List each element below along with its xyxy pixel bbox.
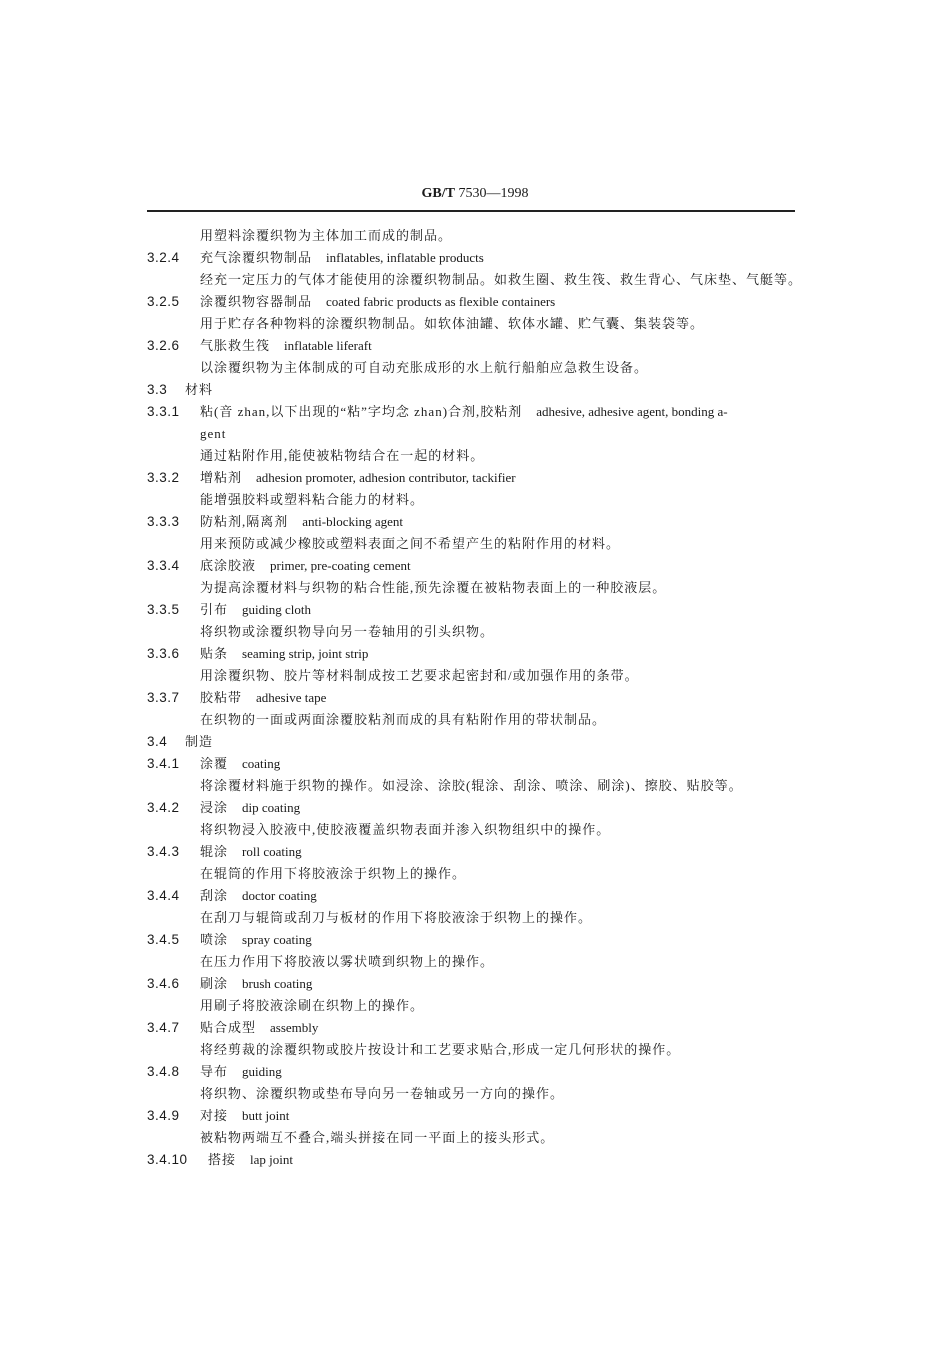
clause-number: 3.3.4 <box>147 558 180 573</box>
term-entry <box>147 511 403 533</box>
page-header <box>0 186 950 202</box>
clause-number: 3.4.5 <box>147 932 180 947</box>
term-entry <box>147 841 302 863</box>
term-chinese: 胶粘带 <box>200 690 243 705</box>
term-entry <box>147 797 300 819</box>
definition-text: 将织物或涂覆织物导向另一卷轴用的引头织物。 <box>200 624 495 639</box>
section-heading <box>147 379 213 401</box>
definition-text: 用来预防或减少橡胶或塑料表面之间不希望产生的粘附作用的材料。 <box>200 536 621 551</box>
term-english: assembly <box>270 1020 319 1035</box>
term-chinese: 刮涂 <box>200 888 229 903</box>
clause-number: 3.3.2 <box>147 470 180 485</box>
term-entry <box>147 599 311 621</box>
standard-code: GB/T <box>421 186 455 201</box>
term-entry <box>147 467 516 489</box>
term-english: butt joint <box>242 1108 290 1123</box>
term-entry <box>147 335 372 357</box>
definition-text: 用刷子将胶液涂刷在织物上的操作。 <box>200 998 425 1013</box>
clause-number: 3.4.3 <box>147 844 180 859</box>
clause-number: 3.4.10 <box>147 1152 188 1167</box>
term-english: adhesive tape <box>256 690 327 705</box>
term-chinese: 刷涂 <box>200 976 229 991</box>
term-entry <box>147 643 368 665</box>
definition-text: 用塑料涂覆织物为主体加工而成的制品。 <box>200 228 453 243</box>
term-chinese: 材料 <box>185 382 214 397</box>
clause-number: 3.2.4 <box>147 250 180 265</box>
definition-text: 在织物的一面或两面涂覆胶粘剂而成的具有粘附作用的带状制品。 <box>200 712 607 727</box>
term-english: roll coating <box>242 844 302 859</box>
term-entry <box>147 687 326 709</box>
definition-text: 将经剪裁的涂覆织物或胶片按设计和工艺要求贴合,形成一定几何形状的操作。 <box>200 1042 681 1057</box>
term-english: lap joint <box>250 1152 293 1167</box>
term-entry <box>147 401 728 423</box>
term-english: coating <box>242 756 281 771</box>
clause-number: 3.4.8 <box>147 1064 180 1079</box>
clause-number: 3.3.3 <box>147 514 180 529</box>
definition-text: 用涂覆织物、胶片等材料制成按工艺要求起密封和/或加强作用的条带。 <box>200 668 639 683</box>
term-entry <box>147 291 555 313</box>
term-chinese: 气胀救生筏 <box>200 338 271 353</box>
clause-number: 3.4.4 <box>147 888 180 903</box>
term-chinese: 充气涂覆织物制品 <box>200 250 313 265</box>
definition-text: 在压力作用下将胶液以雾状喷到织物上的操作。 <box>200 954 495 969</box>
clause-number: 3.4.6 <box>147 976 180 991</box>
term-chinese: 喷涂 <box>200 932 229 947</box>
term-entry <box>147 973 312 995</box>
definition-text: 以涂覆织物为主体制成的可自动充胀成形的水上航行船舶应急救生设备。 <box>200 360 649 375</box>
term-entry <box>147 885 317 907</box>
term-chinese: 防粘剂,隔离剂 <box>200 514 289 529</box>
clause-number: 3.3.5 <box>147 602 180 617</box>
term-english: seaming strip, joint strip <box>242 646 369 661</box>
clause-number: 3.4 <box>147 734 168 749</box>
term-english: spray coating <box>242 932 312 947</box>
term-entry <box>147 1017 318 1039</box>
standard-number: 7530—1998 <box>458 186 529 201</box>
term-english: guiding cloth <box>242 602 311 617</box>
term-english: adhesion promoter, adhesion contributor, tackifier <box>256 470 516 485</box>
clause-number: 3.2.5 <box>147 294 180 309</box>
term-entry <box>147 1061 282 1083</box>
term-entry <box>147 1149 293 1171</box>
term-english: doctor coating <box>242 888 317 903</box>
term-chinese: 贴合成型 <box>200 1020 257 1035</box>
term-english: anti-blocking agent <box>302 514 403 529</box>
definition-text: 将织物、涂覆织物或垫布导向另一卷轴或另一方向的操作。 <box>200 1086 565 1101</box>
term-chinese: 辊涂 <box>200 844 229 859</box>
definition-text: 在刮刀与辊筒或刮刀与板材的作用下将胶液涂于织物上的操作。 <box>200 910 593 925</box>
definition-text: 用于贮存各种物料的涂覆织物制品。如软体油罐、软体水罐、贮气囊、集装袋等。 <box>200 316 705 331</box>
term-english: dip coating <box>242 800 301 815</box>
definition-text: 将织物浸入胶液中,使胶液覆盖织物表面并渗入织物组织中的操作。 <box>200 822 611 837</box>
term-entry <box>147 929 312 951</box>
term-english: brush coating <box>242 976 313 991</box>
term-chinese: 涂覆织物容器制品 <box>200 294 313 309</box>
clause-number: 3.3.7 <box>147 690 180 705</box>
term-english: inflatable liferaft <box>284 338 372 353</box>
term-chinese: 引布 <box>200 602 229 617</box>
term-chinese: 浸涂 <box>200 800 229 815</box>
term-chinese: 贴条 <box>200 646 229 661</box>
definition-text: 经充一定压力的气体才能使用的涂覆织物制品。如救生圈、救生筏、救生背心、气床垫、气艇等。 <box>200 272 803 287</box>
definition-text: 被粘物两端互不叠合,端头拼接在同一平面上的接头形式。 <box>200 1130 555 1145</box>
term-english: adhesive, adhesive agent, bonding a- <box>536 404 728 419</box>
clause-number: 3.4.9 <box>147 1108 180 1123</box>
term-chinese: 搭接 <box>208 1152 237 1167</box>
term-english: guiding <box>242 1064 282 1079</box>
term-entry <box>147 753 280 775</box>
clause-number: 3.4.1 <box>147 756 180 771</box>
term-chinese: 制造 <box>185 734 214 749</box>
definition-text: 将涂覆材料施于织物的操作。如浸涂、涂胶(辊涂、刮涂、喷涂、刷涂)、擦胶、贴胶等。 <box>200 778 743 793</box>
term-chinese: 增粘剂 <box>200 470 243 485</box>
clause-number: 3.3.1 <box>147 404 180 419</box>
term-entry <box>147 247 484 269</box>
header-rule <box>147 210 795 212</box>
term-chinese: 粘(音 zhan,以下出现的“粘”字均念 zhan)合剂,胶粘剂 <box>200 404 523 419</box>
clause-number: 3.2.6 <box>147 338 180 353</box>
definition-text: 在辊筒的作用下将胶液涂于织物上的操作。 <box>200 866 467 881</box>
definition-text: gent <box>200 426 227 441</box>
clause-number: 3.3 <box>147 382 168 397</box>
term-chinese: 涂覆 <box>200 756 229 771</box>
definition-text: 通过粘附作用,能使被粘物结合在一起的材料。 <box>200 448 485 463</box>
term-english: primer, pre-coating cement <box>270 558 411 573</box>
definition-text: 能增强胶料或塑料粘合能力的材料。 <box>200 492 425 507</box>
clause-number: 3.4.2 <box>147 800 180 815</box>
term-chinese: 导布 <box>200 1064 229 1079</box>
definition-text: 为提高涂覆材料与织物的粘合性能,预先涂覆在被粘物表面上的一种胶液层。 <box>200 580 667 595</box>
term-english: inflatables, inflatable products <box>326 250 484 265</box>
clause-number: 3.4.7 <box>147 1020 180 1035</box>
section-heading <box>147 731 213 753</box>
term-chinese: 对接 <box>200 1108 229 1123</box>
term-entry <box>147 1105 289 1127</box>
term-english: coated fabric products as flexible containers <box>326 294 556 309</box>
term-entry <box>147 555 411 577</box>
clause-number: 3.3.6 <box>147 646 180 661</box>
term-chinese: 底涂胶液 <box>200 558 257 573</box>
